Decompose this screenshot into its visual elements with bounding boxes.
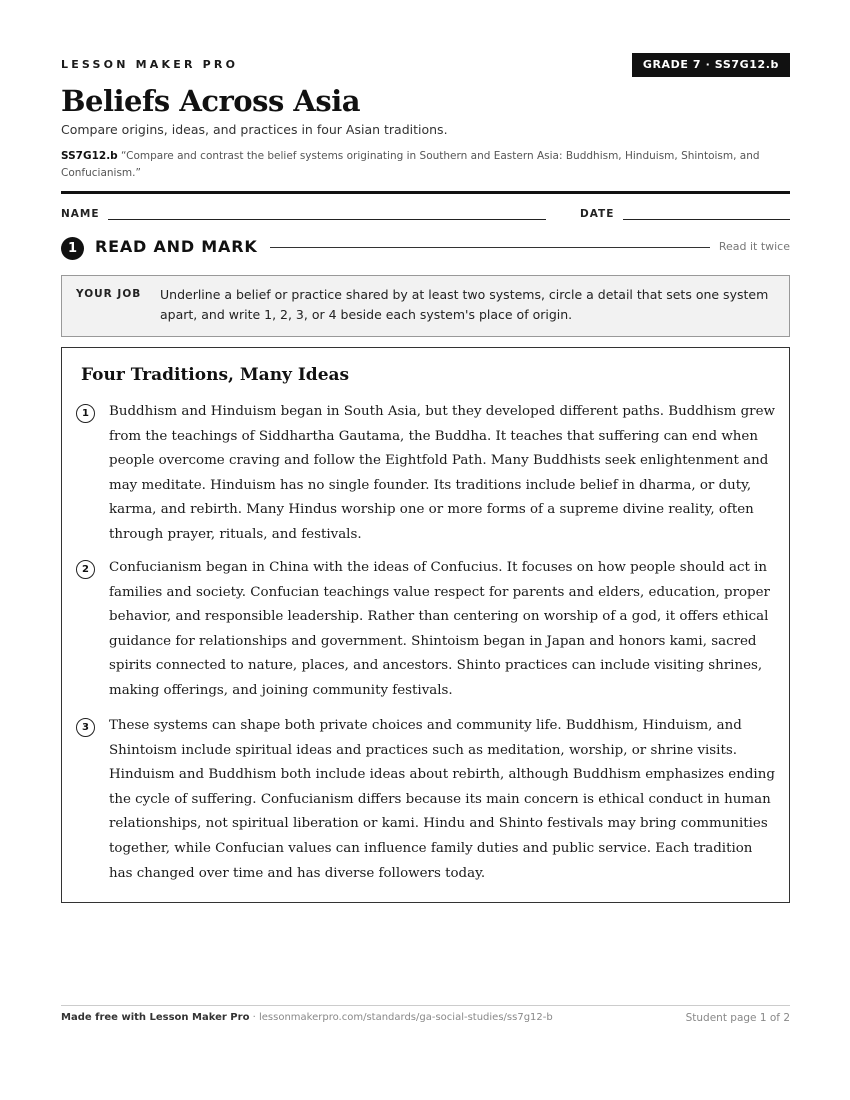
footer-divider: [61, 1005, 790, 1006]
paragraph-text: Confucianism began in China with the ideas of Confucius. It focuses on how people should act in families and society. Confucian teachings value respect for parents and elders, education, proper behavior, and responsible leadership. Rather than centering on worship of a god, it offers ethical guidance for relationships and government. Shintoism began in Japan and honors kami, sacred spirits connected to nature, places, and ancestors. Shinto practices can include visiting shrines, making offerings, and joining community festivals.: [109, 560, 770, 698]
job-text: Underline a belief or practice shared by at least two systems, circle a detail that sets one system apart, and write 1, 2, 3, or 4 beside each system's place of origin.: [160, 287, 769, 322]
section-title: READ AND MARK: [95, 237, 258, 256]
footer-url-link[interactable]: lessonmakerpro.com/standards/ga-social-studies/ss7g12-b: [258, 1012, 553, 1023]
paragraph-number: 2: [76, 560, 95, 579]
standard-description: [61, 148, 790, 182]
reading-passage-box: [61, 347, 790, 903]
date-field[interactable]: [623, 219, 790, 220]
brand-name: LESSON MAKER PRO: [61, 58, 239, 71]
passage-paragraph-2: [76, 556, 776, 704]
footer-separator: ·: [249, 1012, 259, 1023]
footer-credit: [61, 1012, 553, 1023]
standard-code: SS7G12.b: [61, 150, 118, 162]
header-divider: [61, 191, 790, 194]
footer-page-number: Student page 1 of 2: [685, 1012, 790, 1024]
section-divider: [270, 247, 710, 248]
name-field[interactable]: [108, 219, 546, 220]
job-label: YOUR JOB: [76, 288, 142, 300]
name-label: NAME: [61, 208, 100, 220]
date-label: DATE: [580, 208, 615, 220]
reading-title: Four Traditions, Many Ideas: [81, 365, 350, 385]
passage-paragraph-3: [76, 714, 776, 886]
paragraph-text: These systems can shape both private choices and community life. Buddhism, Hinduism, and Shintoism include spiritual ideas and practices such as meditation, worship, or shrine visits. Hinduism and Buddhism both include ideas about rebirth, although Buddhism emphasizes ending the cycle of suffering. Confucianism differs because its main concern is ethical conduct in human relationships, not spiritual liberation or kami. Hindu and Shinto festivals may bring communities together, while Confucian values can influence family duties and public service. Each tradition has changed over time and has diverse followers today.: [109, 718, 775, 881]
paragraph-number: 1: [76, 404, 95, 423]
footer-made-with: Made free with Lesson Maker Pro: [61, 1012, 250, 1023]
standard-text: “Compare and contrast the belief systems originating in Southern and Eastern Asia: Buddhism, Hinduism, Shintoism, and Confucianism.”: [61, 150, 760, 179]
passage-paragraph-1: [76, 400, 776, 548]
page-title: Beliefs Across Asia: [61, 84, 361, 118]
section-note: Read it twice: [718, 240, 790, 253]
section-number-badge: 1: [61, 237, 84, 260]
grade-badge: GRADE 7 · SS7G12.b: [632, 53, 790, 77]
page-subtitle: Compare origins, ideas, and practices in four Asian traditions.: [61, 122, 448, 137]
job-instructions-box: [61, 275, 790, 337]
paragraph-number: 3: [76, 718, 95, 737]
paragraph-text: Buddhism and Hinduism began in South Asia, but they developed different paths. Buddhism grew from the teachings of Siddhartha Gautama, the Buddha. It teaches that suffering can end when people overcome craving and follow the Eightfold Path. Many Buddhists seek enlightenment and may meditate. Hinduism has no single founder. Its traditions include belief in dharma, or duty, karma, and rebirth. Many Hindus worship one or more forms of a supreme divine reality, often through prayer, rituals, and festivals.: [109, 404, 775, 542]
